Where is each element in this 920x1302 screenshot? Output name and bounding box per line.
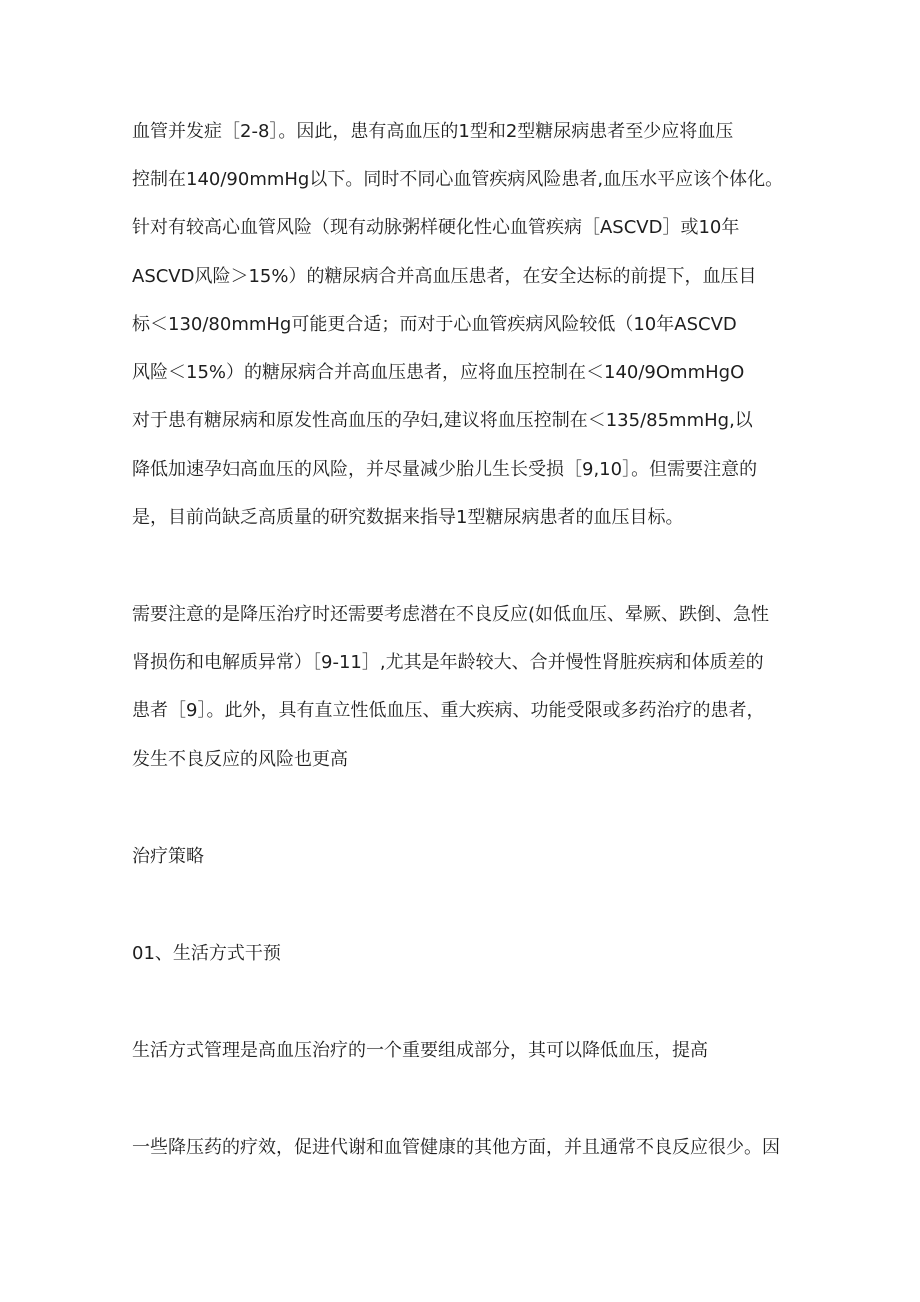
paragraph-1-line-4: ASCVD风险＞15%）的糖尿病合并高血压患者，在安全达标的前提下，血压目 [132, 266, 757, 287]
paragraph-3-line-1: 生活方式管理是高血压治疗的一个重要组成部分，其可以降低血压，提高 [132, 1040, 708, 1061]
paragraph-1-line-3: 针对有较高心血管风险（现有动脉粥样硬化性心血管疾病［ASCVD］或10年 [132, 217, 740, 238]
paragraph-1-line-2: 控制在140/90mmHg以下。同时不同心血管疾病风险患者,血压水平应该个体化。 [132, 169, 784, 190]
heading-lifestyle-intervention: 01、生活方式干预 [132, 943, 281, 964]
paragraph-2-line-3: 患者［9］。此外，具有直立性低血压、重大疾病、功能受限或多药治疗的患者， [132, 700, 765, 721]
paragraph-2-line-4: 发生不良反应的风险也更高 [132, 749, 348, 770]
paragraph-3-line-2: 一些降压药的疗效，促进代谢和血管健康的其他方面，并且通常不良反应很少。因 [132, 1137, 780, 1158]
paragraph-1-line-5: 标＜130/80mmHg可能更合适；而对于心血管疾病风险较低（10年ASCVD [132, 314, 737, 335]
paragraph-1-line-1: 血管并发症［2-8］。因此，患有高血压的1型和2型糖尿病患者至少应将血压 [132, 121, 734, 142]
paragraph-2-line-2: 肾损伤和电解质异常）［9-11］,尤其是年龄较大、合并慢性肾脏疾病和体质差的 [132, 652, 764, 673]
paragraph-1-line-9: 是，目前尚缺乏高质量的研究数据来指导1型糖尿病患者的血压目标。 [132, 507, 684, 528]
heading-treatment-strategy: 治疗策略 [132, 846, 204, 867]
paragraph-2-line-1: 需要注意的是降压治疗时还需要考虑潜在不良反应(如低血压、晕厥、跌倒、急性 [132, 604, 770, 625]
paragraph-1-line-8: 降低加速孕妇高血压的风险，并尽量减少胎儿生长受损［9,10］。但需要注意的 [132, 459, 758, 480]
paragraph-1-line-6: 风险＜15%）的糖尿病合并高血压患者，应将血压控制在＜140/9OmmHgO [132, 362, 745, 383]
paragraph-1-line-7: 对于患有糖尿病和原发性高血压的孕妇,建议将血压控制在＜135/85mmHg,以 [132, 410, 753, 431]
